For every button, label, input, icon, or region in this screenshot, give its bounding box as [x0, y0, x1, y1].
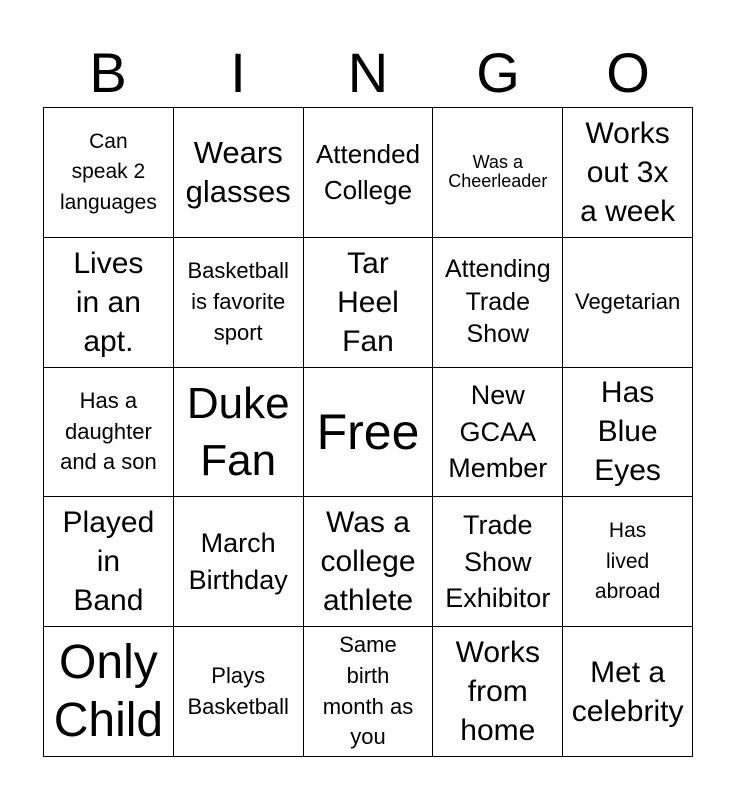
- bingo-cell[interactable]: Has lived abroad: [563, 497, 693, 627]
- header-letter-b: B: [89, 41, 127, 104]
- bingo-cell[interactable]: Has a daughter and a son: [44, 368, 174, 498]
- bingo-cell[interactable]: New GCAA Member: [433, 368, 563, 498]
- bingo-cell[interactable]: Played in Band: [44, 497, 174, 627]
- bingo-cell[interactable]: Was a Cheerleader: [433, 108, 563, 238]
- header-letter-n: N: [347, 41, 389, 104]
- bingo-cell[interactable]: Wears glasses: [174, 108, 304, 238]
- bingo-cell[interactable]: March Birthday: [174, 497, 304, 627]
- header-letter-o: O: [606, 41, 650, 104]
- bingo-cell[interactable]: Plays Basketball: [174, 627, 304, 757]
- bingo-cell[interactable]: Works from home: [433, 627, 563, 757]
- header-letter-g: G: [476, 41, 520, 104]
- bingo-board: [43, 107, 693, 757]
- bingo-cell[interactable]: Was a college athlete: [304, 497, 434, 627]
- bingo-cell[interactable]: Met a celebrity: [563, 627, 693, 757]
- bingo-cell[interactable]: Basketball is favorite sport: [174, 238, 304, 368]
- bingo-cell[interactable]: Trade Show Exhibitor: [433, 497, 563, 627]
- header-letter-i: I: [230, 41, 246, 104]
- bingo-cell[interactable]: Can speak 2 languages: [44, 108, 174, 238]
- bingo-cell[interactable]: Attended College: [304, 108, 434, 238]
- bingo-cell[interactable]: Attending Trade Show: [433, 238, 563, 368]
- bingo-cell[interactable]: Same birth month as you: [304, 627, 434, 757]
- bingo-cell[interactable]: Has Blue Eyes: [563, 368, 693, 498]
- bingo-cell[interactable]: Tar Heel Fan: [304, 238, 434, 368]
- bingo-cell[interactable]: Vegetarian: [563, 238, 693, 368]
- bingo-cell[interactable]: Works out 3x a week: [563, 108, 693, 238]
- bingo-cell[interactable]: Lives in an apt.: [44, 238, 174, 368]
- bingo-cell[interactable]: Only Child: [44, 627, 174, 757]
- bingo-header: [43, 40, 693, 106]
- free-space[interactable]: Free: [304, 368, 434, 498]
- bingo-cell[interactable]: Duke Fan: [174, 368, 304, 498]
